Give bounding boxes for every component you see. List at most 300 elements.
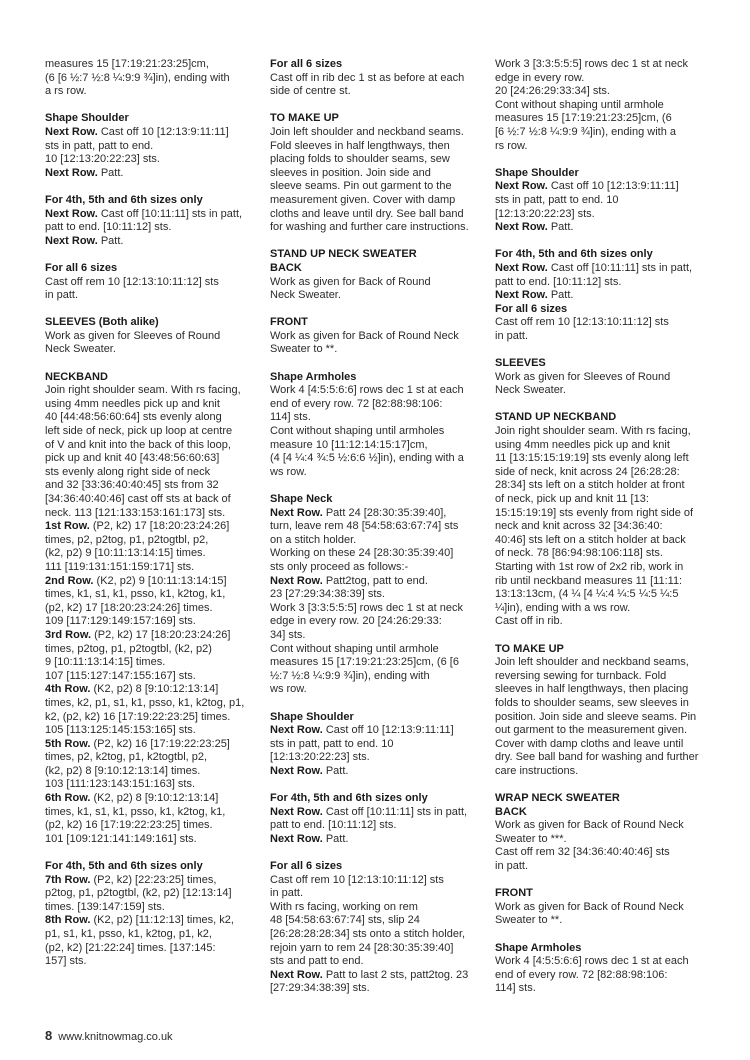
text-line [495,670,707,684]
pattern-section [495,643,707,779]
bold-label: Next Row. [270,832,323,845]
text-line [495,982,707,996]
text-line [270,724,482,738]
text-run: 105 [113:125:145:153:165] sts. [45,724,196,737]
text-run: neck. 113 [121:133:153:161:173] sts. [45,506,226,519]
text-line [270,602,482,616]
text-run: Cast off 10 [12:13:9:11:11] [97,125,229,138]
text-run: 23 [27:29:34:38:39] sts. [270,588,385,601]
text-run: of neck, pick up and knit 11 [13: [495,493,649,505]
text-line [495,955,707,969]
text-run: of neck. 78 [86:94:98:106:118] sts. [495,547,663,560]
text-run: measures 15 [17:19:21:23:25]cm, (6 [495,112,672,125]
pattern-section [270,58,482,99]
pattern-section [495,357,707,398]
text-line [270,194,482,208]
bold-label: Next Row. [270,724,323,737]
text-line [45,683,257,697]
text-line [495,167,707,181]
text-line [495,738,707,752]
text-line [45,493,257,507]
text-run: 109 [117:129:149:157:169] sts. [45,615,196,628]
bold-label: SLEEVES [495,357,546,370]
text-run: in patt. [495,329,529,342]
text-run: out garment to the measurement given. [495,724,687,737]
text-run: measures 15 [17:19:21:23:25]cm, (6 [6 [270,656,459,669]
text-run: Cont without shaping until armhole [270,642,439,655]
text-line [45,58,257,72]
text-line [45,452,257,466]
bold-label: Next Row. [270,968,323,981]
text-run: left side of neck, pick up loop at centre [45,425,233,438]
text-line [270,208,482,222]
pattern-section [495,58,707,153]
text-run: 13:13:13cm, (4 ¼ [4 ¼:4 ¼:5 ¼:5 ¼:5 [495,588,679,601]
text-run: [26:28:28:28:34] sts onto a stitch holder, [270,928,466,940]
text-run: Cast off 10 [12:13:9:11:11] [547,180,679,193]
pattern-section [495,792,707,874]
text-run: Cast off [10:11:11] sts in patt, [97,207,243,220]
text-run: Patt2tog, patt to end. [322,574,428,587]
bold-label: Shape Shoulder [495,166,579,179]
text-run: sts and patt to end. [270,955,364,968]
text-line [495,901,707,915]
bold-label: SLEEVES (Both alike) [45,316,159,329]
text-line [270,439,482,453]
text-run: Cast off rem 10 [12:13:10:11:12] sts [270,873,444,886]
text-run: Patt. [97,166,124,179]
text-line [495,194,707,208]
text-line [45,575,257,589]
text-line [270,833,482,847]
text-line [270,982,482,996]
pattern-section [45,194,257,248]
text-line [270,901,482,915]
text-run: 157] sts. [45,955,87,968]
text-line [270,969,482,983]
text-run: 114] sts. [495,982,536,995]
text-run: side of neck, knit across 24 [26:28:28: [495,465,680,478]
text-line [45,901,257,915]
text-run: measurement given. Cover with damp [270,193,456,206]
text-line [270,289,482,303]
text-run: 48 [54:58:63:67:74] sts, slip 24 [270,914,420,927]
text-run: Cast off rem 32 [34:36:40:40:46] sts [495,846,670,859]
text-line [495,724,707,738]
text-line [495,316,707,330]
text-line [270,126,482,140]
pattern-section [270,792,482,846]
text-line [45,316,257,330]
text-run: Work 4 [4:5:5:6:6] rows dec 1 st at each [495,955,689,968]
text-line [45,819,257,833]
text-line [45,289,257,303]
text-line [45,656,257,670]
text-line [495,711,707,725]
text-run: edge in every row. [495,71,585,84]
text-line [270,806,482,820]
text-line [270,928,482,942]
text-line [495,806,707,820]
text-line [45,670,257,684]
pattern-section [270,316,482,357]
pattern-section [45,112,257,180]
text-line [495,765,707,779]
text-line [45,874,257,888]
text-line [495,819,707,833]
text-line [270,588,482,602]
text-line [270,167,482,181]
text-run: 107 [115:127:147:155:167] sts. [45,669,196,682]
text-run: Neck Sweater. [270,289,341,302]
text-line [45,153,257,167]
text-run: sts in patt, patt to end. 10 [270,737,394,750]
pattern-section [45,58,257,99]
text-run: a rs row. [45,85,87,98]
text-run: Cont without shaping until armholes [270,425,445,438]
text-line [495,588,707,602]
text-run: times, k1, s1, k1, psso, k1, k2tog, k1, [45,805,226,818]
text-line [495,520,707,534]
pattern-section [45,262,257,303]
bold-label: 4th Row. [45,683,91,696]
text-line [270,153,482,167]
text-line [45,547,257,561]
text-line [45,792,257,806]
text-run: Neck Sweater. [45,343,116,356]
text-line [270,221,482,235]
text-run: folds to shoulder seams, sew sleeves in [495,696,689,709]
bold-label: Next Row. [495,261,548,274]
page-footer [45,1028,173,1043]
text-line [270,670,482,684]
text-line [270,860,482,874]
text-line [495,85,707,99]
text-run: Cast off [10:11:11] sts in patt, [322,805,468,818]
text-run: (P2, k2) [22:23:25] times, [90,873,217,886]
text-line [270,140,482,154]
text-run: cloths and leave until dry. See ball band [270,207,464,220]
text-line [495,112,707,126]
text-run: 40 [44:48:56:60:64] sts evenly along [45,411,222,424]
text-run: neck and knit across 32 [34:36:40: [495,520,663,533]
text-run: (6 [6 ½:7 ½:8 ¼:9:9 ¾]in), ending with [45,71,230,84]
column-3 [495,58,707,1010]
text-run: (p2, k2) [21:22:24] times. [137:145: [45,941,216,954]
text-run: Join right shoulder seam. With rs facing, [495,425,691,438]
text-line [495,330,707,344]
text-line [45,466,257,480]
text-line [270,914,482,928]
text-run: Patt. [547,221,574,234]
pattern-section [270,112,482,234]
text-line [270,452,482,466]
text-run: side of centre st. [270,85,351,98]
text-line [495,452,707,466]
text-line [270,507,482,521]
text-run: Sweater to **. [270,343,338,356]
text-line [270,615,482,629]
text-line [495,221,707,235]
text-run: in patt. [495,860,529,873]
bold-label: FRONT [270,316,308,329]
pattern-section [45,860,257,969]
text-run: Work as given for Back of Round Neck [495,819,684,832]
bold-label: Next Row. [270,506,323,519]
text-line [495,860,707,874]
text-line [495,697,707,711]
bold-label: 5th Row. [45,737,91,750]
bold-label: BACK [270,261,302,274]
text-run: times, k1, s1, k1, psso, k1, k2tog, k1, [45,588,226,601]
text-run: [34:36:40:40:46] cast off sts at back of [45,493,231,505]
text-run: Sweater to ***. [495,832,567,845]
text-line [45,371,257,385]
text-line [270,629,482,643]
text-run: (K2, p2) [11:12:13] times, k2, [90,914,234,927]
text-line [270,398,482,412]
bold-label: STAND UP NECK SWEATER [270,248,417,261]
text-line [45,520,257,534]
text-run: 40:46] sts left on a stitch holder at back [495,533,686,546]
text-run: (p2, k2) 16 [17:19:22:23:25] times. [45,819,213,832]
text-line [45,955,257,969]
text-line [495,969,707,983]
text-line [270,575,482,589]
pattern-section [495,942,707,996]
pattern-section [45,316,257,357]
text-line [270,792,482,806]
text-run: rs row. [495,139,528,152]
text-line [45,208,257,222]
text-run: sts evenly along right side of neck [45,465,211,478]
text-run: for washing and further care instructions. [270,221,469,234]
text-line [495,72,707,86]
text-run: dry. See ball band for washing and further [495,751,699,764]
text-run: Work 3 [3:3:5:5:5] rows dec 1 st at neck [495,58,688,70]
text-run: rejoin yarn to rem 24 [28:30:35:39:40] [270,941,454,954]
bold-label: 3rd Row. [45,628,92,641]
text-run: measures 15 [17:19:21:23:25]cm, [45,58,209,70]
bold-label: Next Row. [495,289,548,302]
text-run: (K2, p2) 9 [10:11:13:14:15] [93,574,227,587]
text-line [495,751,707,765]
text-line [270,371,482,385]
text-run: 9 [10:11:13:14:15] times. [45,656,166,669]
pattern-section [270,371,482,480]
text-line [45,85,257,99]
text-run: 101 [109:121:141:149:161] sts. [45,832,197,845]
text-line [45,561,257,575]
pattern-section [495,411,707,629]
text-line [45,588,257,602]
text-line [45,140,257,154]
text-run: and 32 [33:36:40:40:45] sts from 32 [45,479,219,492]
bold-label: For all 6 sizes [270,58,343,70]
pattern-section [270,860,482,996]
bold-label: Shape Shoulder [270,710,354,723]
text-run: [6 ½:7 ½:8 ¼:9:9 ¾]in), ending with a [495,125,677,138]
text-run: Cast off 10 [12:13:9:11:11] [322,724,454,737]
text-run: Cast off in rib. [495,615,563,628]
text-run: Cast off rem 10 [12:13:10:11:12] sts [45,275,219,288]
text-run: end of every row. 72 [82:88:98:106: [495,968,668,981]
text-run: Patt. [97,234,124,247]
text-run: Work as given for Back of Round Neck [270,329,459,342]
text-line [270,942,482,956]
text-run: (p2, k2) 17 [18:20:23:24:26] times. [45,601,213,614]
text-line [495,248,707,262]
text-run: Patt. [547,289,574,302]
text-line [495,126,707,140]
text-run: sts in patt, patt to end. [45,139,154,152]
text-line [495,289,707,303]
text-line [495,656,707,670]
bold-label: For 4th, 5th and 6th sizes only [45,193,203,206]
text-line [495,561,707,575]
text-line [495,140,707,154]
bold-label: Next Row. [270,574,323,587]
website-url: www.knitnowmag.co.uk [58,1031,173,1043]
text-line [270,330,482,344]
text-line [495,575,707,589]
text-run: (k2, p2) 9 [10:11:13:14:15] times. [45,547,206,560]
text-line [495,643,707,657]
text-line [270,112,482,126]
text-line [495,371,707,385]
text-line [495,276,707,290]
text-run: ws row. [270,465,307,478]
text-run: patt to end. [10:11:12] sts. [495,275,622,288]
text-run: Work as given for Back of Round Neck [495,900,684,913]
text-line [495,493,707,507]
text-run: Cast off [10:11:11] sts in patt, [547,261,693,274]
text-run: position. Join side and sleeve seams. Pin [495,710,697,723]
bold-label: Next Row. [45,207,98,220]
text-line [270,643,482,657]
bold-label: For 4th, 5th and 6th sizes only [270,792,428,805]
page-number: 8 [45,1028,53,1043]
text-line [45,887,257,901]
text-line [270,493,482,507]
text-run: 20 [24:26:29:33:34] sts. [495,85,610,98]
text-line [45,711,257,725]
text-line [45,479,257,493]
text-line [270,874,482,888]
text-run: sleeve seams. Pin out garment to the [270,180,452,193]
text-line [45,112,257,126]
text-run: p2tog, p1, p2togtbl, (k2, p2) [12:13:14] [45,887,232,900]
text-line [45,425,257,439]
text-line [270,85,482,99]
text-line [45,942,257,956]
text-run: Cont without shaping until armhole [495,98,664,111]
text-run: Work 3 [3:3:5:5:5] rows dec 1 st at neck [270,601,463,614]
text-line [270,711,482,725]
text-run: Fold sleeves in half lengthways, then [270,139,450,152]
text-line [495,534,707,548]
text-run: [12:13:20:22:23] sts. [270,751,370,764]
text-line [45,276,257,290]
text-run: using 4mm needles pick up and knit [495,438,670,451]
bold-label: Next Row. [45,234,98,247]
text-line [270,751,482,765]
bold-label: Next Row. [495,180,548,193]
text-run: p1, s1, k1, psso, k1, k2tog, p1, k2, [45,928,212,940]
bold-label: 1st Row. [45,520,90,533]
text-run: Work as given for Back of Round [270,275,431,288]
text-run: pick up and knit 40 [43:48:56:60:63] [45,452,220,465]
text-line [270,534,482,548]
bold-label: For all 6 sizes [270,860,343,873]
text-run: Cast off rem 10 [12:13:10:11:12] sts [495,316,669,329]
text-run: care instructions. [495,764,579,777]
text-run: [27:29:34:38:39] sts. [270,982,370,995]
text-run: Starting with 1st row of 2x2 rib, work in [495,560,684,573]
text-line [45,398,257,412]
text-line [270,58,482,72]
text-run: Sweater to **. [495,914,563,927]
text-run: 114] sts. [270,411,311,424]
text-run: With rs facing, working on rem [270,900,418,913]
text-run: in patt. [270,887,304,900]
text-line [270,343,482,357]
text-line [495,846,707,860]
text-line [45,221,257,235]
text-run: (4 [4 ¼:4 ¾:5 ½:6:6 ½]in), ending with a [270,452,464,465]
text-run: times, p2tog, p1, p2togtbl, (k2, p2) [45,642,212,655]
text-line [45,914,257,928]
text-line [270,887,482,901]
text-run: Neck Sweater. [495,384,566,397]
bold-label: Next Row. [495,221,548,234]
bold-label: Shape Armholes [495,941,582,954]
text-line [270,520,482,534]
text-line [45,507,257,521]
text-run: (k2, p2) 8 [9:10:12:13:14] times. [45,764,201,777]
text-run: sts in patt, patt to end. 10 [495,193,619,206]
text-line [45,262,257,276]
text-run: placing folds to shoulder seams, sew [270,153,450,166]
bold-label: For all 6 sizes [45,261,118,274]
text-line [495,384,707,398]
text-run: sleeves in half lengthways, then placing [495,683,689,696]
text-run: ½:7 ½:8 ¼:9:9 ¾]in), ending with [270,669,430,682]
bold-label: For 4th, 5th and 6th sizes only [495,248,653,261]
text-run: patt to end. [10:11:12] sts. [45,221,172,234]
text-line [495,303,707,317]
text-run: Work as given for Sleeves of Round [495,370,671,383]
text-run: (K2, p2) 8 [9:10:12:13:14] [90,683,219,696]
text-run: reversing sewing for turnback. Fold [495,669,667,682]
text-run: [12:13:20:22:23] sts. [495,207,595,220]
bold-label: NECKBAND [45,370,108,383]
bold-label: FRONT [495,887,533,900]
text-line [270,765,482,779]
bold-label: Next Row. [270,805,323,818]
bold-label: For all 6 sizes [495,302,568,315]
text-run: Cover with damp cloths and leave until [495,737,684,750]
text-run: 15:15:19:19] sts evenly from right side of [495,506,694,519]
text-line [45,194,257,208]
text-line [495,466,707,480]
text-line [45,534,257,548]
text-run: patt to end. [10:11:12] sts. [270,819,397,832]
text-run: using 4mm needles pick up and knit [45,397,220,410]
pattern-section [495,248,707,343]
text-run: sts only proceed as follows:- [270,560,409,573]
text-run: Patt. [322,832,349,845]
